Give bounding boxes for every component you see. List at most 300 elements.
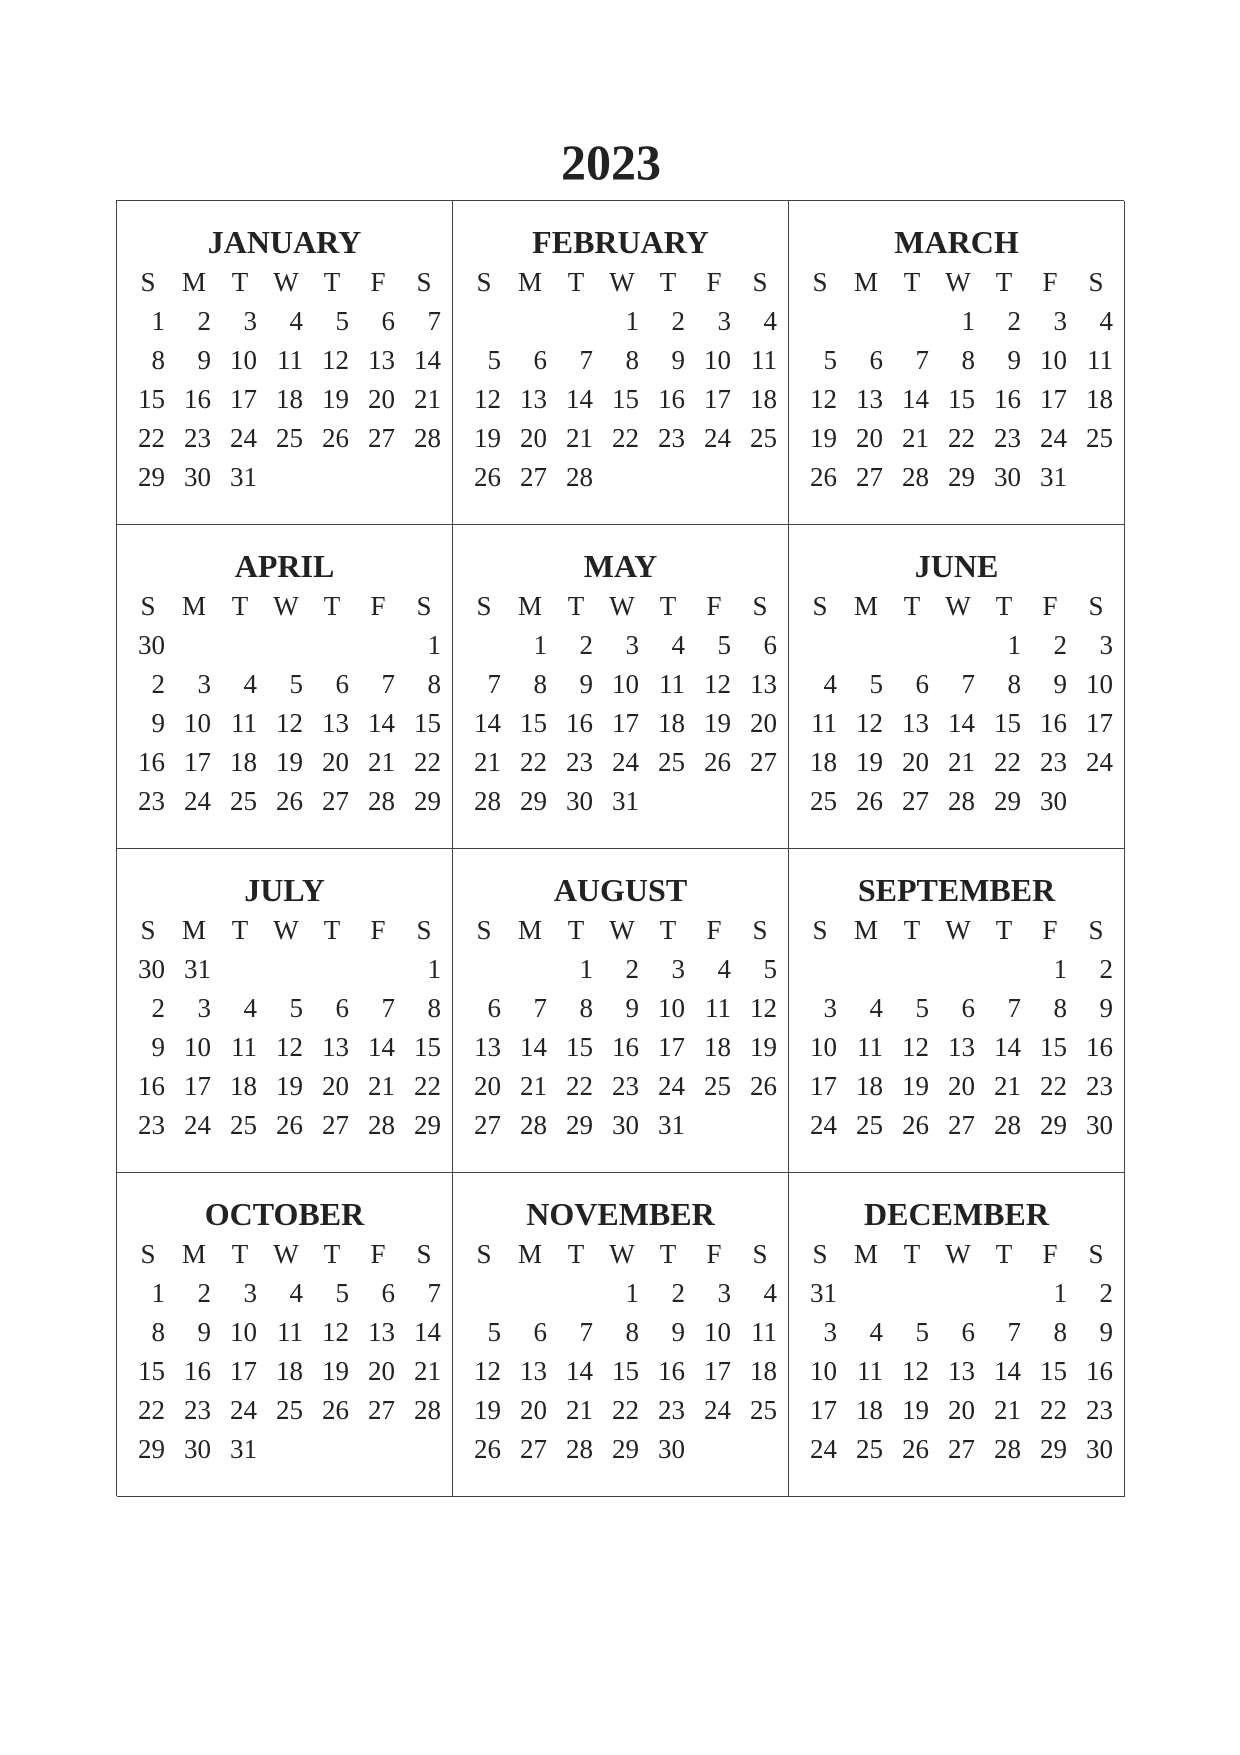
weekday-label: W: [609, 915, 635, 945]
week-row: [125, 704, 452, 743]
empty-day-cell: [553, 1274, 599, 1313]
day-cell: 29: [612, 1434, 639, 1464]
day-cell: 16: [566, 708, 593, 738]
day-cell: 17: [1040, 384, 1067, 414]
week-row: [797, 704, 1124, 743]
day-cell: 13: [368, 345, 395, 375]
day-cell: 28: [520, 1110, 547, 1140]
day-cell: 8: [427, 993, 441, 1023]
day-cell: 15: [612, 1356, 639, 1386]
day-cell: 20: [948, 1395, 975, 1425]
day-cell: 30: [1086, 1434, 1113, 1464]
weekday-label: W: [273, 591, 299, 621]
month-march: [789, 201, 1125, 525]
empty-day-cell: [645, 458, 691, 497]
day-cell: 26: [322, 1395, 349, 1425]
day-cell: 6: [961, 1317, 975, 1347]
week-row: [125, 341, 452, 380]
day-cell: 1: [579, 954, 593, 984]
day-cell: 3: [243, 1278, 257, 1308]
day-cell: 27: [856, 462, 883, 492]
week-row: [125, 1106, 452, 1145]
day-cell: 25: [856, 1110, 883, 1140]
day-cell: 24: [658, 1071, 685, 1101]
day-cell: 23: [184, 1395, 211, 1425]
day-cell: 24: [1086, 747, 1113, 777]
week-row: [125, 665, 452, 704]
week-row: [125, 950, 452, 989]
day-cell: 5: [335, 306, 349, 336]
day-cell: 7: [915, 345, 929, 375]
empty-day-cell: [797, 950, 843, 989]
day-cell: 2: [151, 993, 165, 1023]
day-cell: 20: [520, 423, 547, 453]
empty-day-cell: [737, 1430, 783, 1469]
day-cell: 3: [197, 993, 211, 1023]
calendar-grid: [116, 200, 1124, 1496]
day-cell: 17: [230, 384, 257, 414]
page-title: 2023: [561, 134, 661, 190]
month-may: [453, 525, 789, 849]
week-row: [125, 458, 452, 497]
weekday-header: [797, 1235, 1124, 1274]
day-cell: 26: [704, 747, 731, 777]
weekday-label: S: [752, 267, 768, 297]
day-cell: 28: [902, 462, 929, 492]
day-cell: 24: [230, 423, 257, 453]
day-cell: 21: [414, 1356, 441, 1386]
week-row: [461, 1430, 788, 1469]
weekday-label: M: [517, 1239, 542, 1269]
weekday-label: T: [231, 1239, 249, 1269]
weekday-label: S: [1088, 591, 1104, 621]
day-cell: 4: [1099, 306, 1113, 336]
day-cell: 29: [566, 1110, 593, 1140]
week-row: [461, 1028, 788, 1067]
day-cell: 18: [704, 1032, 731, 1062]
day-cell: 15: [612, 384, 639, 414]
day-cell: 20: [948, 1071, 975, 1101]
weekday-label: M: [853, 267, 878, 297]
empty-day-cell: [461, 626, 507, 665]
weekday-label: S: [812, 591, 828, 621]
day-cell: 16: [612, 1032, 639, 1062]
day-cell: 26: [474, 1434, 501, 1464]
weekday-label: F: [1042, 591, 1058, 621]
weekday-label: S: [140, 591, 156, 621]
day-cell: 9: [671, 1317, 685, 1347]
day-cell: 7: [961, 669, 975, 699]
week-row: [797, 419, 1124, 458]
day-cell: 23: [184, 423, 211, 453]
week-row: [461, 1391, 788, 1430]
month-july: [117, 849, 453, 1173]
day-cell: 13: [474, 1032, 501, 1062]
week-row: [125, 1430, 452, 1469]
day-cell: 21: [994, 1071, 1021, 1101]
day-cell: 10: [184, 708, 211, 738]
day-cell: 19: [902, 1071, 929, 1101]
empty-day-cell: [981, 1274, 1027, 1313]
day-cell: 19: [856, 747, 883, 777]
day-cell: 21: [414, 384, 441, 414]
day-cell: 5: [717, 630, 731, 660]
week-row: [797, 626, 1124, 665]
day-cell: 14: [520, 1032, 547, 1062]
day-cell: 19: [322, 1356, 349, 1386]
day-cell: 28: [414, 1395, 441, 1425]
day-cell: 1: [961, 306, 975, 336]
day-cell: 4: [243, 993, 257, 1023]
weekday-label: M: [853, 915, 878, 945]
weekday-label: W: [945, 591, 971, 621]
week-row: [797, 1274, 1124, 1313]
weekday-header: [461, 1235, 788, 1274]
day-cell: 2: [579, 630, 593, 660]
day-cell: 13: [520, 1356, 547, 1386]
weekday-label: W: [273, 1239, 299, 1269]
empty-day-cell: [461, 302, 507, 341]
empty-day-cell: [217, 950, 263, 989]
day-cell: 22: [520, 747, 547, 777]
weekday-label: F: [370, 1239, 386, 1269]
day-cell: 23: [138, 1110, 165, 1140]
day-cell: 12: [902, 1032, 929, 1062]
day-cell: 15: [566, 1032, 593, 1062]
day-cell: 10: [1040, 345, 1067, 375]
day-cell: 1: [533, 630, 547, 660]
weekday-label: T: [995, 267, 1013, 297]
empty-day-cell: [263, 458, 309, 497]
day-cell: 15: [138, 1356, 165, 1386]
day-cell: 15: [414, 1032, 441, 1062]
day-cell: 1: [427, 954, 441, 984]
day-cell: 13: [902, 708, 929, 738]
weekday-label: S: [476, 1239, 492, 1269]
day-cell: 21: [474, 747, 501, 777]
day-cell: 28: [474, 786, 501, 816]
day-cell: 4: [717, 954, 731, 984]
weekday-label: S: [140, 267, 156, 297]
day-cell: 24: [810, 1110, 837, 1140]
day-cell: 8: [625, 345, 639, 375]
day-cell: 12: [750, 993, 777, 1023]
day-cell: 1: [1053, 1278, 1067, 1308]
day-cell: 6: [961, 993, 975, 1023]
day-cell: 29: [138, 462, 165, 492]
weekday-label: M: [517, 267, 542, 297]
day-cell: 27: [520, 1434, 547, 1464]
day-cell: 18: [856, 1395, 883, 1425]
week-row: [797, 1028, 1124, 1067]
day-cell: 28: [994, 1110, 1021, 1140]
day-cell: 15: [138, 384, 165, 414]
weekday-label: T: [323, 1239, 341, 1269]
day-cell: 5: [289, 993, 303, 1023]
empty-day-cell: [461, 950, 507, 989]
day-cell: 20: [368, 1356, 395, 1386]
day-cell: 3: [717, 306, 731, 336]
day-cell: 16: [994, 384, 1021, 414]
empty-day-cell: [553, 302, 599, 341]
day-cell: 7: [1007, 1317, 1021, 1347]
day-cell: 16: [138, 747, 165, 777]
day-cell: 11: [857, 1356, 883, 1386]
weekday-label: F: [370, 915, 386, 945]
day-cell: 28: [368, 786, 395, 816]
weekday-label: W: [945, 267, 971, 297]
weekday-label: T: [567, 915, 585, 945]
week-row: [797, 782, 1124, 821]
empty-day-cell: [843, 302, 889, 341]
weekday-label: W: [273, 267, 299, 297]
month-november: [453, 1173, 789, 1497]
day-cell: 7: [381, 669, 395, 699]
day-cell: 4: [763, 306, 777, 336]
day-cell: 21: [994, 1395, 1021, 1425]
day-cell: 7: [487, 669, 501, 699]
empty-day-cell: [309, 626, 355, 665]
day-cell: 6: [763, 630, 777, 660]
day-cell: 13: [750, 669, 777, 699]
empty-day-cell: [797, 302, 843, 341]
day-cell: 17: [810, 1071, 837, 1101]
day-cell: 16: [184, 1356, 211, 1386]
weekday-label: S: [476, 591, 492, 621]
day-cell: 1: [625, 1278, 639, 1308]
day-cell: 24: [810, 1434, 837, 1464]
empty-day-cell: [691, 458, 737, 497]
day-cell: 21: [566, 1395, 593, 1425]
day-cell: 7: [427, 1278, 441, 1308]
day-cell: 6: [869, 345, 883, 375]
day-cell: 3: [1053, 306, 1067, 336]
empty-day-cell: [645, 782, 691, 821]
weekday-label: T: [567, 267, 585, 297]
day-cell: 8: [1053, 1317, 1067, 1347]
weekday-label: F: [706, 915, 722, 945]
weekday-label: T: [995, 591, 1013, 621]
day-cell: 15: [948, 384, 975, 414]
day-cell: 30: [994, 462, 1021, 492]
week-row: [797, 1106, 1124, 1145]
day-cell: 1: [427, 630, 441, 660]
week-row: [125, 1274, 452, 1313]
day-cell: 9: [1099, 1317, 1113, 1347]
day-cell: 19: [276, 747, 303, 777]
day-cell: 15: [520, 708, 547, 738]
day-cell: 20: [520, 1395, 547, 1425]
weekday-label: M: [181, 915, 206, 945]
empty-day-cell: [691, 1430, 737, 1469]
weekday-label: S: [812, 915, 828, 945]
day-cell: 13: [322, 1032, 349, 1062]
day-cell: 13: [368, 1317, 395, 1347]
empty-day-cell: [217, 626, 263, 665]
day-cell: 9: [671, 345, 685, 375]
day-cell: 27: [474, 1110, 501, 1140]
day-cell: 20: [856, 423, 883, 453]
day-cell: 26: [902, 1434, 929, 1464]
day-cell: 2: [671, 1278, 685, 1308]
day-cell: 27: [322, 1110, 349, 1140]
day-cell: 27: [520, 462, 547, 492]
empty-day-cell: [507, 302, 553, 341]
month-name: NOVEMBER: [526, 1196, 715, 1232]
day-cell: 23: [1086, 1071, 1113, 1101]
day-cell: 14: [994, 1032, 1021, 1062]
day-cell: 16: [658, 384, 685, 414]
day-cell: 5: [335, 1278, 349, 1308]
day-cell: 29: [1040, 1110, 1067, 1140]
day-cell: 5: [487, 345, 501, 375]
day-cell: 5: [289, 669, 303, 699]
weekday-header: [125, 911, 452, 950]
day-cell: 1: [151, 306, 165, 336]
day-cell: 11: [1087, 345, 1113, 375]
day-cell: 8: [961, 345, 975, 375]
day-cell: 5: [915, 993, 929, 1023]
day-cell: 2: [1007, 306, 1021, 336]
weekday-label: M: [853, 1239, 878, 1269]
week-row: [797, 950, 1124, 989]
month-september: [789, 849, 1125, 1173]
day-cell: 11: [277, 345, 303, 375]
week-row: [797, 1067, 1124, 1106]
day-cell: 26: [810, 462, 837, 492]
day-cell: 2: [197, 1278, 211, 1308]
empty-day-cell: [889, 950, 935, 989]
empty-day-cell: [355, 1430, 401, 1469]
day-cell: 25: [276, 423, 303, 453]
day-cell: 17: [704, 1356, 731, 1386]
week-row: [461, 704, 788, 743]
day-cell: 12: [856, 708, 883, 738]
day-cell: 17: [612, 708, 639, 738]
day-cell: 23: [658, 1395, 685, 1425]
day-cell: 11: [705, 993, 731, 1023]
day-cell: 15: [994, 708, 1021, 738]
empty-day-cell: [691, 1106, 737, 1145]
day-cell: 31: [810, 1278, 837, 1308]
month-name: MAY: [583, 548, 658, 584]
day-cell: 8: [579, 993, 593, 1023]
day-cell: 17: [184, 1071, 211, 1101]
day-cell: 26: [322, 423, 349, 453]
empty-day-cell: [507, 1274, 553, 1313]
day-cell: 1: [151, 1278, 165, 1308]
day-cell: 30: [612, 1110, 639, 1140]
day-cell: 10: [810, 1356, 837, 1386]
weekday-label: S: [812, 267, 828, 297]
day-cell: 26: [276, 1110, 303, 1140]
day-cell: 3: [197, 669, 211, 699]
week-row: [797, 380, 1124, 419]
day-cell: 12: [902, 1356, 929, 1386]
month-june: [789, 525, 1125, 849]
week-row: [461, 1313, 788, 1352]
day-cell: 10: [230, 1317, 257, 1347]
weekday-header: [125, 1235, 452, 1274]
day-cell: 29: [414, 1110, 441, 1140]
day-cell: 12: [322, 1317, 349, 1347]
week-row: [461, 782, 788, 821]
day-cell: 7: [579, 345, 593, 375]
empty-day-cell: [935, 626, 981, 665]
day-cell: 20: [322, 747, 349, 777]
day-cell: 2: [625, 954, 639, 984]
day-cell: 9: [197, 1317, 211, 1347]
day-cell: 17: [704, 384, 731, 414]
day-cell: 18: [658, 708, 685, 738]
week-row: [797, 1313, 1124, 1352]
day-cell: 22: [1040, 1395, 1067, 1425]
weekday-label: T: [323, 915, 341, 945]
day-cell: 15: [1040, 1032, 1067, 1062]
day-cell: 4: [869, 993, 883, 1023]
day-cell: 13: [856, 384, 883, 414]
week-row: [461, 458, 788, 497]
day-cell: 26: [902, 1110, 929, 1140]
day-cell: 16: [658, 1356, 685, 1386]
day-cell: 18: [810, 747, 837, 777]
day-cell: 22: [414, 747, 441, 777]
weekday-label: S: [416, 915, 432, 945]
day-cell: 29: [994, 786, 1021, 816]
day-cell: 9: [1099, 993, 1113, 1023]
day-cell: 5: [869, 669, 883, 699]
empty-day-cell: [171, 626, 217, 665]
day-cell: 28: [566, 462, 593, 492]
day-cell: 9: [151, 708, 165, 738]
day-cell: 29: [414, 786, 441, 816]
day-cell: 18: [276, 1356, 303, 1386]
day-cell: 5: [487, 1317, 501, 1347]
day-cell: 22: [138, 423, 165, 453]
day-cell: 29: [520, 786, 547, 816]
month-name: MARCH: [894, 224, 1019, 260]
day-cell: 3: [717, 1278, 731, 1308]
month-december: [789, 1173, 1125, 1497]
weekday-label: T: [231, 267, 249, 297]
day-cell: 8: [625, 1317, 639, 1347]
day-cell: 24: [612, 747, 639, 777]
day-cell: 11: [277, 1317, 303, 1347]
empty-day-cell: [401, 1430, 447, 1469]
week-row: [125, 1313, 452, 1352]
week-row: [461, 419, 788, 458]
day-cell: 25: [856, 1434, 883, 1464]
week-row: [125, 1028, 452, 1067]
day-cell: 5: [823, 345, 837, 375]
day-cell: 1: [1007, 630, 1021, 660]
day-cell: 4: [289, 306, 303, 336]
day-cell: 2: [1053, 630, 1067, 660]
week-row: [797, 1352, 1124, 1391]
day-cell: 14: [994, 1356, 1021, 1386]
day-cell: 7: [427, 306, 441, 336]
week-row: [797, 1430, 1124, 1469]
day-cell: 3: [625, 630, 639, 660]
day-cell: 22: [612, 1395, 639, 1425]
weekday-label: S: [416, 1239, 432, 1269]
day-cell: 27: [948, 1434, 975, 1464]
weekday-label: T: [659, 915, 677, 945]
day-cell: 21: [520, 1071, 547, 1101]
day-cell: 19: [750, 1032, 777, 1062]
weekday-label: S: [752, 591, 768, 621]
day-cell: 16: [1086, 1032, 1113, 1062]
